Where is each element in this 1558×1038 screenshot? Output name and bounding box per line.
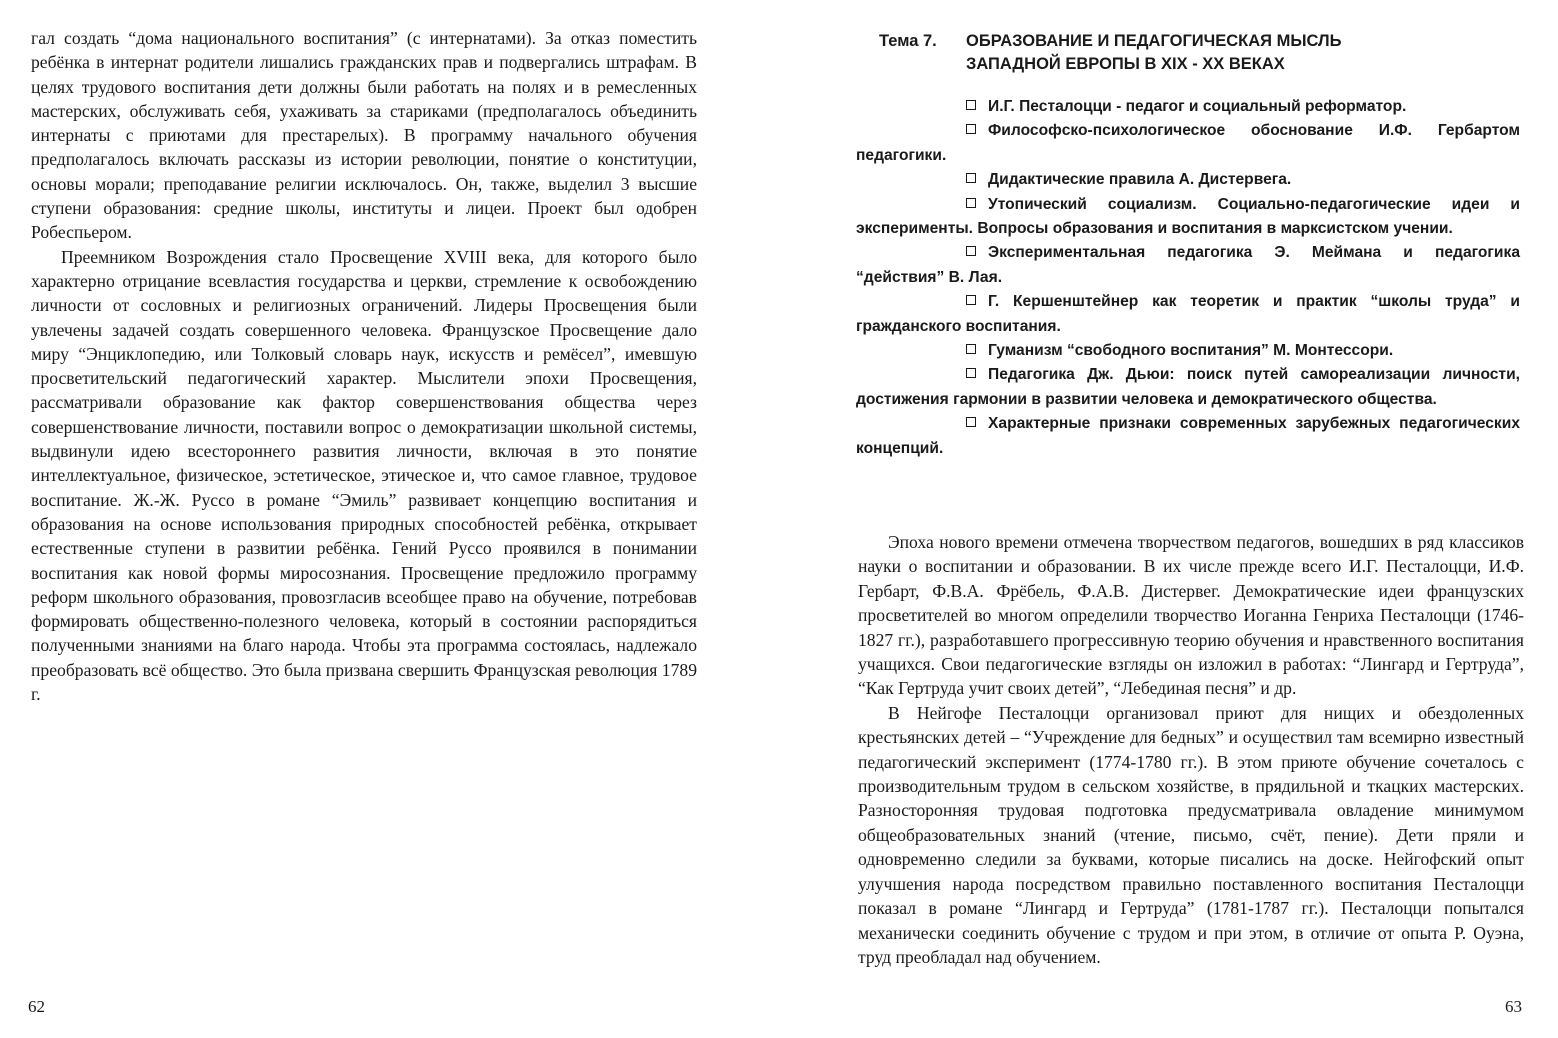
outline-item (856, 339, 1520, 363)
checkbox-bullet-icon (966, 295, 976, 305)
topic-title (966, 30, 1529, 76)
checkbox-bullet-icon (966, 100, 976, 110)
outline-item (856, 168, 1520, 192)
outline-item-text: Дидактические правила А. Дистервега. (988, 171, 1292, 189)
checkbox-bullet-icon (966, 198, 976, 208)
topic-title-line-1: ОБРАЗОВАНИЕ И ПЕДАГОГИЧЕСКАЯ МЫСЛЬ (966, 32, 1342, 50)
left-paragraph-1: гал создать “дома национального воспитания” (с интернатами). За отказ поместить ребёнка в интернат родители лишались гражданских прав и подвергались штрафам. В целях трудового воспитания дети должны были работать на полях и в ремесленных мастерских, обслуживать себя, ухаживать за стариками (предполагалось объединить интернаты с приютами для престарелых). В программу начального обучения предполагалось включать рассказы из истории революции, понятие о конституции, основы морали; преподавание религии исключалось. Он, также, выделил 3 высшие ступени образования: средние школы, институты и лицеи. Проект был одобрен Робеспьером. (31, 28, 697, 243)
checkbox-bullet-icon (966, 417, 976, 427)
topic-title-line-2: ЗАПАДНОЙ ЕВРОПЫ В XIX - XX ВЕКАХ (966, 55, 1285, 73)
topic-outline-list (856, 95, 1520, 461)
outline-item (856, 290, 1520, 339)
outline-item-text: Гуманизм “свободного воспитания” М. Монтессори. (988, 342, 1394, 360)
outline-item-text: Г. Кершенштейнер как теоретик и практик “школы труда” и гражданского воспитания. (856, 293, 1520, 335)
outline-item-text: Педагогика Дж. Дьюи: поиск путей самореализации личности, достижения гармонии в развитии человека и демократического общества. (856, 366, 1520, 408)
topic-label: Тема 7. (879, 32, 937, 50)
outline-item (856, 193, 1520, 242)
outline-item (856, 241, 1520, 290)
checkbox-bullet-icon (966, 173, 976, 183)
outline-item (856, 412, 1520, 461)
outline-item-text: Экспериментальная педагогика Э. Меймана и педагогика “действия” В. Лая. (856, 244, 1520, 286)
page-number-left: 62 (28, 997, 45, 1016)
outline-item (856, 95, 1520, 119)
outline-item-text: И.Г. Песталоцци - педагог и социальный реформатор. (988, 98, 1407, 115)
checkbox-bullet-icon (966, 246, 976, 256)
topic-header (879, 30, 1529, 76)
outline-item-text: Философско-психологическое обоснование И.Ф. Гербартом педагогики. (856, 122, 1520, 164)
right-page-body (858, 530, 1524, 969)
outline-item (856, 119, 1520, 168)
right-paragraph-1: Эпоха нового времени отмечена творчеством педагогов, вошедших в ряд классиков науки о воспитании и образовании. В их числе прежде всего И.Г. Песталоцци, И.Ф. Гербарт, Ф.В.А. Фрёбель, Ф.А.В. Дистервег. Демократические идеи французских просветителей во многом определили творчество Иоганна Генриха Песталоцци (1746-1827 гг.), разработавшего прогрессивную теорию обучения и нравственного воспитания учащихся. Свои педагогические взгляды он изложил в работах: “Лингард и Гертруда”, “Как Гертруда учит своих детей”, “Лебединая песня” и др. (858, 532, 1524, 699)
left-paragraph-2: Преемником Возрождения стало Просвещение XVIII века, для которого было характерно отрицание всевластия государства и церкви, стремление к освобождению личности от сословных и религиозных ограничений. Лидеры Просвещения были увлечены задачей создать совершенного человека. Французское Просвещение дало миру “Энциклопедию, или Толковый словарь наук, искусств и ремёсел”, имевшую просветительский педагогический характер. Мыслители эпохи Просвещения, рассматривали образование как фактор совершенствования общества через совершенствование личности, поставили вопрос о демократизации школьной системы, выдвинули идею всестороннего развития личности, включая в это понятие интеллектуальное, физическое, эстетическое, этическое и, что самое главное, трудовое воспитание. Ж.-Ж. Руссо в романе “Эмиль” развивает концепцию воспитания и образования на основе использования природных способностей ребёнка, открывает естественные ступени в развитии ребёнка. Гений Руссо проявился в понимании воспитания как новой формы миросознания. Просвещение предложило программу реформ школьного образования, провозгласив всеобщее право на обучение, потребовав формировать общественно-полезного человека, который в состоянии распорядиться полученными знаниями на благо народа. Чтобы эта программа состоялась, надлежало преобразовать всё общество. Это была призвана свершить Французская революция 1789 г. (31, 246, 697, 705)
checkbox-bullet-icon (966, 124, 976, 134)
outline-item-text: Характерные признаки современных зарубежных педагогических концепций. (856, 415, 1520, 457)
page-number-right: 63 (1505, 997, 1522, 1016)
checkbox-bullet-icon (966, 344, 976, 354)
checkbox-bullet-icon (966, 368, 976, 378)
right-paragraph-2: В Нейгофе Песталоцци организовал приют для нищих и обездоленных крестьянских детей – “Учреждение для бедных” и осуществил там всемирно известный педагогический эксперимент (1774-1780 гг.). В этом приюте обучение сочеталось с производительным трудом в сельском хозяйстве, в прядильной и ткацких мастерских. Разносторонняя трудовая подготовка предусматривала овладение минимумом общеобразовательных знаний (чтение, письмо, счёт, пение). Дети пряли и одновременно следили за буквами, которые писались на доске. Нейгофский опыт улучшения народа посредством правильно поставленного воспитания Песталоцци показал в романе “Лингард и Гертруда” (1781-1787 гг.). Песталоцци попытался механически соединить обучение с трудом и при этом, в отличие от опыта Р. Оуэна, труд преобладал над обучением. (858, 702, 1524, 967)
outline-item-text: Утопический социализм. Социально-педагогические идеи и эксперименты. Вопросы образования и воспитания в марксистском учении. (856, 195, 1520, 238)
outline-item (856, 363, 1520, 412)
right-page (779, 0, 1558, 1038)
left-page-body (31, 26, 697, 706)
